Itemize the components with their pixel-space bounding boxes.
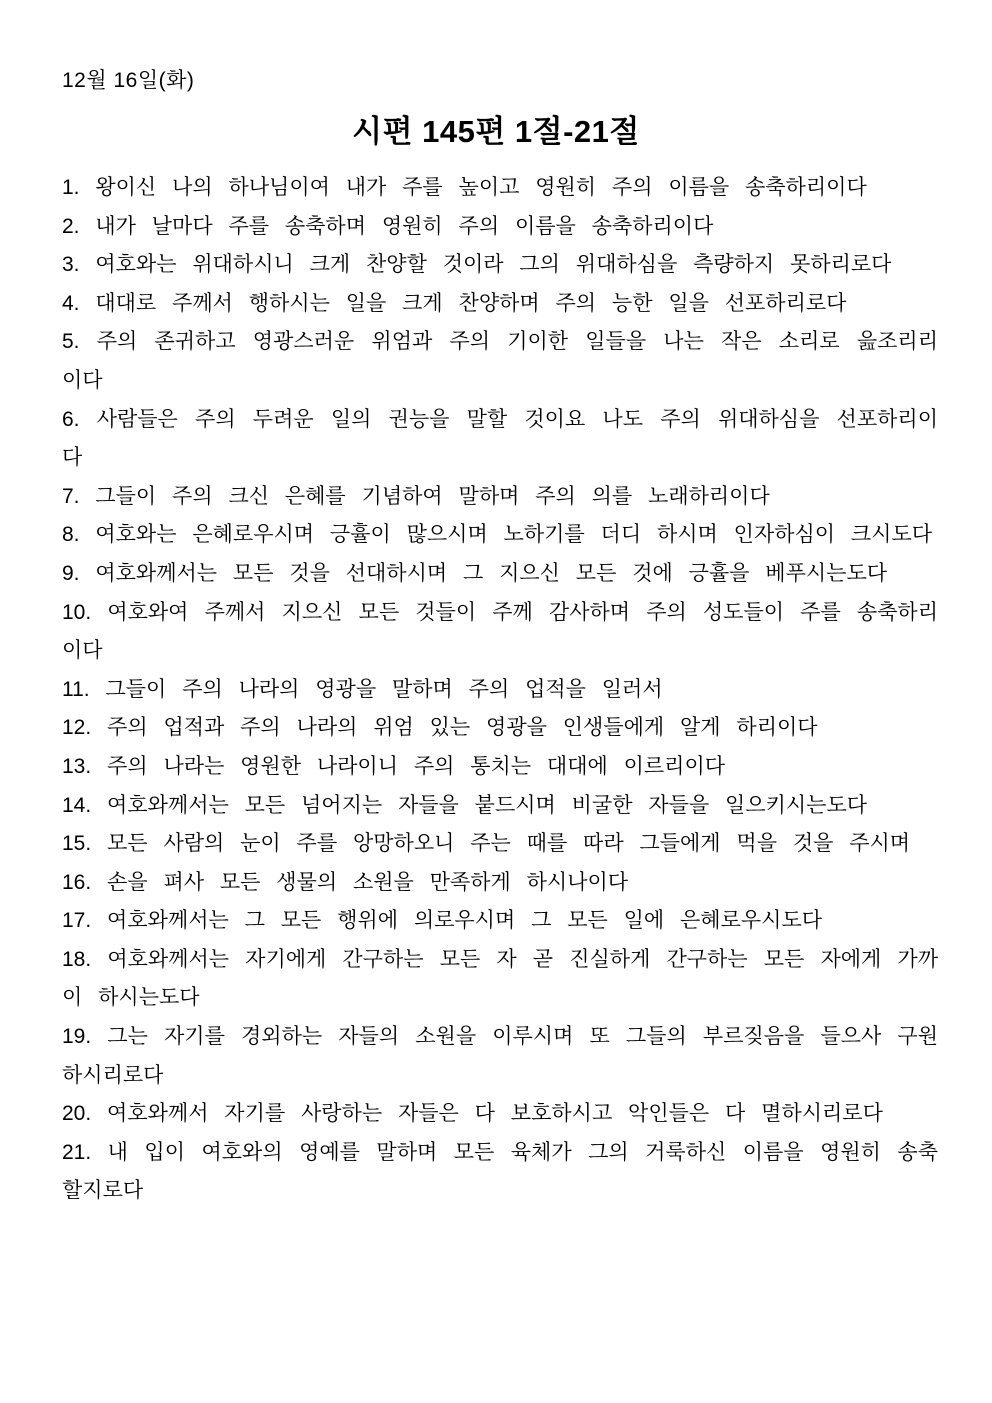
verse bbox=[62, 516, 938, 555]
verse-text: 여호와는 은혜로우시며 긍휼이 많으시며 노하기를 더디 하시며 인자하심이 크시도다 bbox=[95, 523, 933, 547]
verse-number: 17. bbox=[62, 909, 92, 933]
verse-text: 그들이 주의 크신 은혜를 기념하여 말하며 주의 의를 노래하리이다 bbox=[95, 484, 770, 508]
verse-number: 1. bbox=[62, 176, 80, 199]
verse-text: 주의 존귀하고 영광스러운 위엄과 주의 기이한 일들을 나는 작은 소리로 읊조리리이다 bbox=[62, 330, 938, 392]
verse-number: 14. bbox=[62, 793, 92, 817]
verse bbox=[62, 1095, 938, 1134]
verse bbox=[62, 285, 938, 324]
verse-number: 16. bbox=[62, 870, 92, 894]
verse-number: 20. bbox=[62, 1102, 92, 1126]
verse-number: 3. bbox=[62, 253, 80, 277]
verse-number: 15. bbox=[62, 832, 92, 856]
verse-number: 11. bbox=[62, 677, 90, 701]
verse bbox=[62, 555, 938, 594]
verse-text: 여호와께서는 모든 것을 선대하시며 그 지으신 모든 것에 긍휼을 베푸시는도다 bbox=[95, 561, 888, 585]
verse-number: 19. bbox=[62, 1025, 92, 1049]
verse bbox=[62, 478, 938, 517]
verse-text: 주의 업적과 주의 나라의 위엄 있는 영광을 인생들에게 알게 하리이다 bbox=[107, 716, 818, 740]
verse-number: 6. bbox=[62, 407, 80, 431]
verse-text: 대대로 주께서 행하시는 일을 크게 찬양하며 주의 능한 일을 선포하리로다 bbox=[95, 291, 847, 315]
verse-text: 주의 나라는 영원한 나라이니 주의 통치는 대대에 이르리이다 bbox=[107, 754, 726, 778]
verse-number: 4. bbox=[62, 291, 80, 315]
verse-text: 여호와는 위대하시니 크게 찬양할 것이라 그의 위대하심을 측량하지 못하리로다 bbox=[95, 253, 892, 277]
verse bbox=[62, 169, 938, 208]
verse-text: 손을 펴사 모든 생물의 소원을 만족하게 하시나이다 bbox=[107, 870, 629, 894]
verse-text: 그는 자기를 경외하는 자들의 소원을 이루시며 또 그들의 부르짖음을 들으사 구원하시리로다 bbox=[62, 1025, 938, 1087]
verse-text: 사람들은 주의 두려운 일의 권능을 말할 것이요 나도 주의 위대하심을 선포하리이다 bbox=[62, 407, 938, 470]
verse-number: 7. bbox=[62, 484, 80, 508]
verse bbox=[62, 1134, 938, 1211]
verse bbox=[62, 864, 938, 903]
verse bbox=[62, 323, 938, 400]
verse bbox=[62, 748, 938, 787]
verse bbox=[62, 1018, 938, 1095]
verse bbox=[62, 594, 938, 671]
verse bbox=[62, 208, 938, 247]
verse-number: 10. bbox=[62, 600, 92, 624]
verse-text: 모든 사람의 눈이 주를 앙망하오니 주는 때를 따라 그들에게 먹을 것을 주시며 bbox=[107, 832, 911, 856]
verse bbox=[62, 941, 938, 1018]
verse-number: 8. bbox=[62, 523, 80, 547]
verse-text: 여호와께서는 그 모든 행위에 의로우시며 그 모든 일에 은혜로우시도다 bbox=[107, 909, 823, 933]
verse-number: 5. bbox=[62, 330, 80, 354]
verse bbox=[62, 825, 938, 864]
verse-text: 내 입이 여호와의 영예를 말하며 모든 육체가 그의 거룩하신 이름을 영원히 송축할지로다 bbox=[62, 1140, 938, 1203]
verse-text: 왕이신 나의 하나님이여 내가 주를 높이고 영원히 주의 이름을 송축하리이다 bbox=[95, 176, 867, 199]
verse-text: 내가 날마다 주를 송축하며 영원히 주의 이름을 송축하리이다 bbox=[95, 214, 714, 238]
verse-number: 2. bbox=[62, 214, 80, 238]
verse bbox=[62, 246, 938, 285]
verse bbox=[62, 401, 938, 478]
verse-text: 여호와께서 자기를 사랑하는 자들은 다 보호하시고 악인들은 다 멸하시리로다 bbox=[107, 1102, 883, 1126]
verse bbox=[62, 902, 938, 941]
verse-number: 9. bbox=[62, 561, 80, 585]
verse bbox=[62, 709, 938, 748]
verse bbox=[62, 787, 938, 826]
date-heading: 12월 16일(화) bbox=[62, 69, 195, 92]
verse-number: 12. bbox=[62, 716, 92, 740]
verse-number: 13. bbox=[62, 754, 92, 778]
verse bbox=[62, 671, 938, 710]
verse-text: 그들이 주의 나라의 영광을 말하며 주의 업적을 일러서 bbox=[105, 677, 663, 701]
verse-list bbox=[62, 169, 938, 1211]
verse-text: 여호와여 주께서 지으신 모든 것들이 주께 감사하며 주의 성도들이 주를 송축하리이다 bbox=[62, 600, 938, 663]
page-title: 시편 145편 1절-21절 bbox=[352, 114, 640, 149]
verse-number: 18. bbox=[62, 947, 92, 971]
verse-text: 여호와께서는 모든 넘어지는 자들을 붙드시며 비굴한 자들을 일으키시는도다 bbox=[107, 793, 868, 817]
verse-number: 21. bbox=[62, 1140, 92, 1164]
verse-text: 여호와께서는 자기에게 간구하는 모든 자 곧 진실하게 간구하는 모든 자에게 가까이 하시는도다 bbox=[62, 947, 938, 1010]
